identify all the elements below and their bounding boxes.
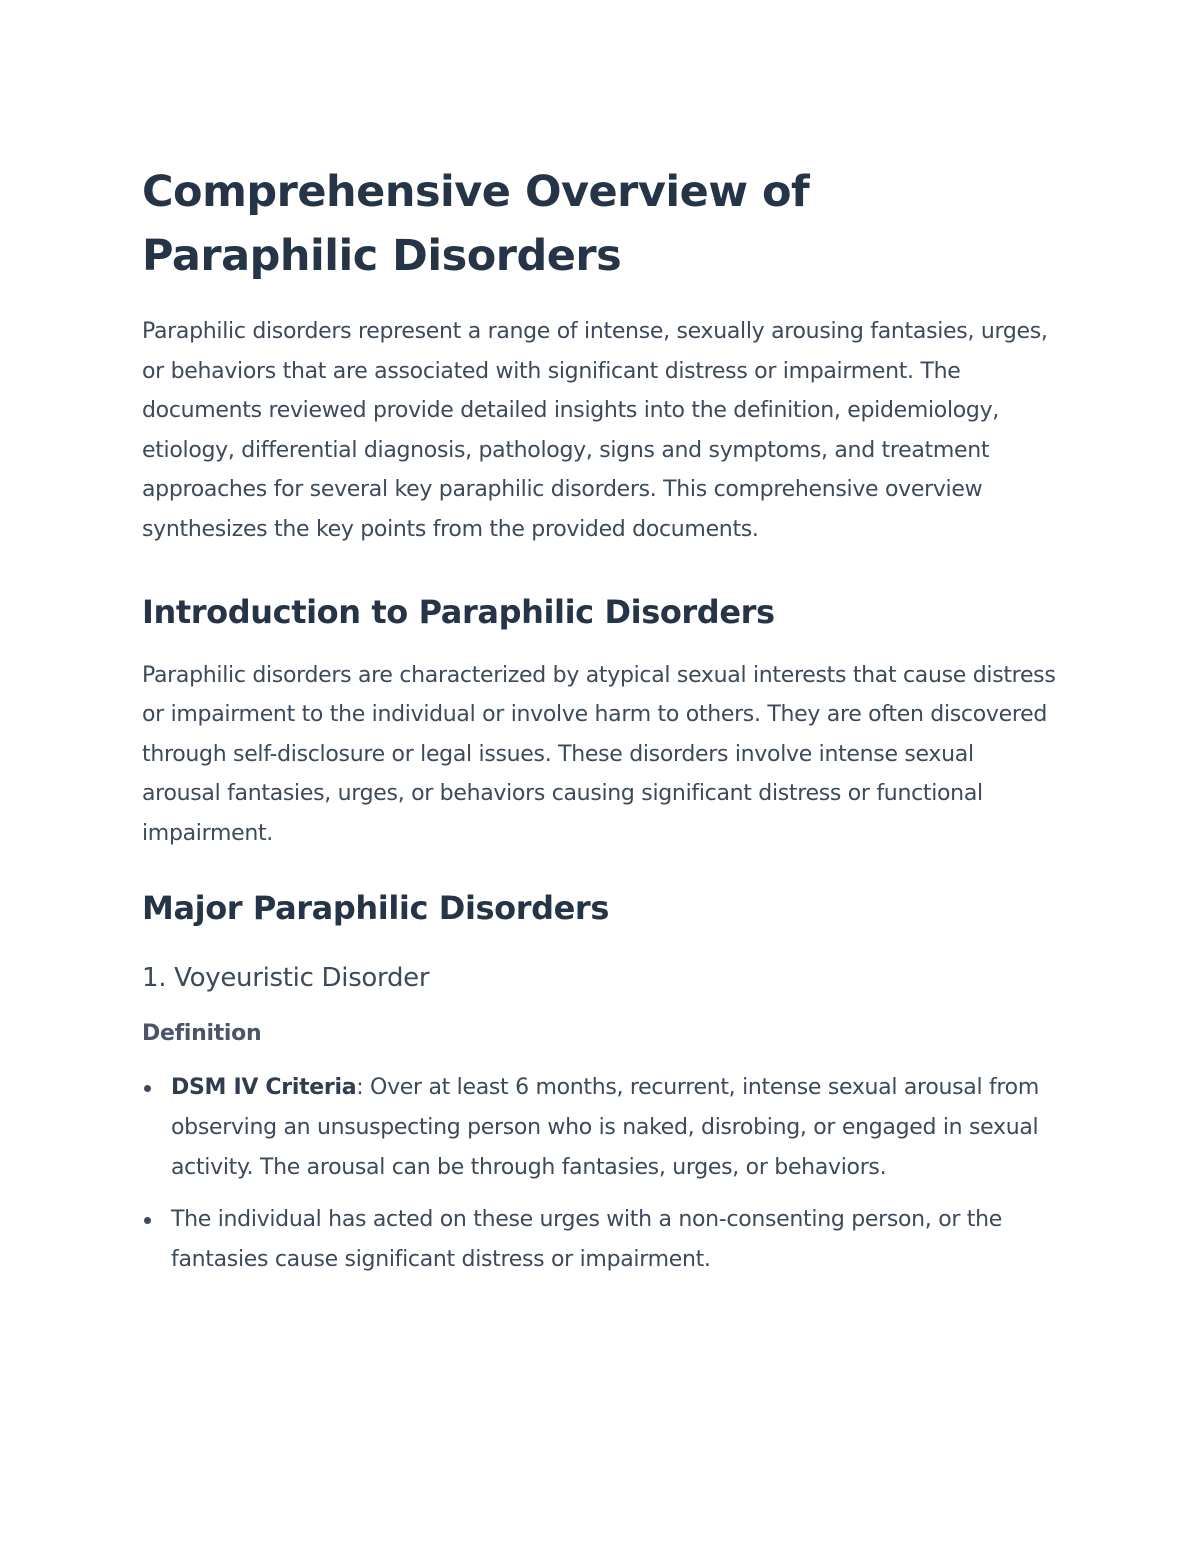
bullet-term: DSM IV Criteria [171, 1074, 357, 1100]
introduction-paragraph: Paraphilic disorders are characterized by atypical sexual interests that cause distress or impairment to the individual or involve harm to others. They are often discovered through self-disclosure or legal issues. These disorders involve intense sexual arousal fantasies, urges, or behaviors causing significant distress or functional impairment. [142, 662, 1056, 846]
bullet-text: The individual has acted on these urges with a non-consenting person, or the fantasies cause significant distress or impairment. [171, 1206, 1003, 1272]
section-heading-introduction: Introduction to Paraphilic Disorders [142, 592, 775, 631]
bullet-dot [144, 1217, 151, 1224]
definition-bullet-list [142, 1068, 1057, 1280]
bullet-item-acted-on-urges [142, 1200, 1057, 1280]
intro-paragraph: Paraphilic disorders represent a range of intense, sexually arousing fantasies, urges, or behaviors that are associated with significant distress or impairment. The documents reviewed provide detailed insights into the definition, epidemiology, etiology, differential diagnosis, pathology, signs and symptoms, and treatment approaches for several key paraphilic disorders. This comprehensive overview synthesizes the key points from the provided documents. [142, 319, 1048, 542]
subsection-heading-voyeuristic: 1. Voyeuristic Disorder [142, 962, 430, 993]
document-title: Comprehensive Overview of Paraphilic Disorders [142, 167, 810, 281]
document-page [142, 160, 1057, 1280]
bullet-item-dsm-criteria [142, 1068, 1057, 1188]
definition-label: Definition [142, 1020, 262, 1046]
section-heading-major-disorders: Major Paraphilic Disorders [142, 888, 609, 927]
bullet-text: : Over at least 6 months, recurrent, intense sexual arousal from observing an unsuspecting person who is naked, disrobing, or engaged in sexual activity. The arousal can be through fantasies, urges, or behaviors. [171, 1074, 1039, 1180]
bullet-dot [144, 1085, 151, 1092]
